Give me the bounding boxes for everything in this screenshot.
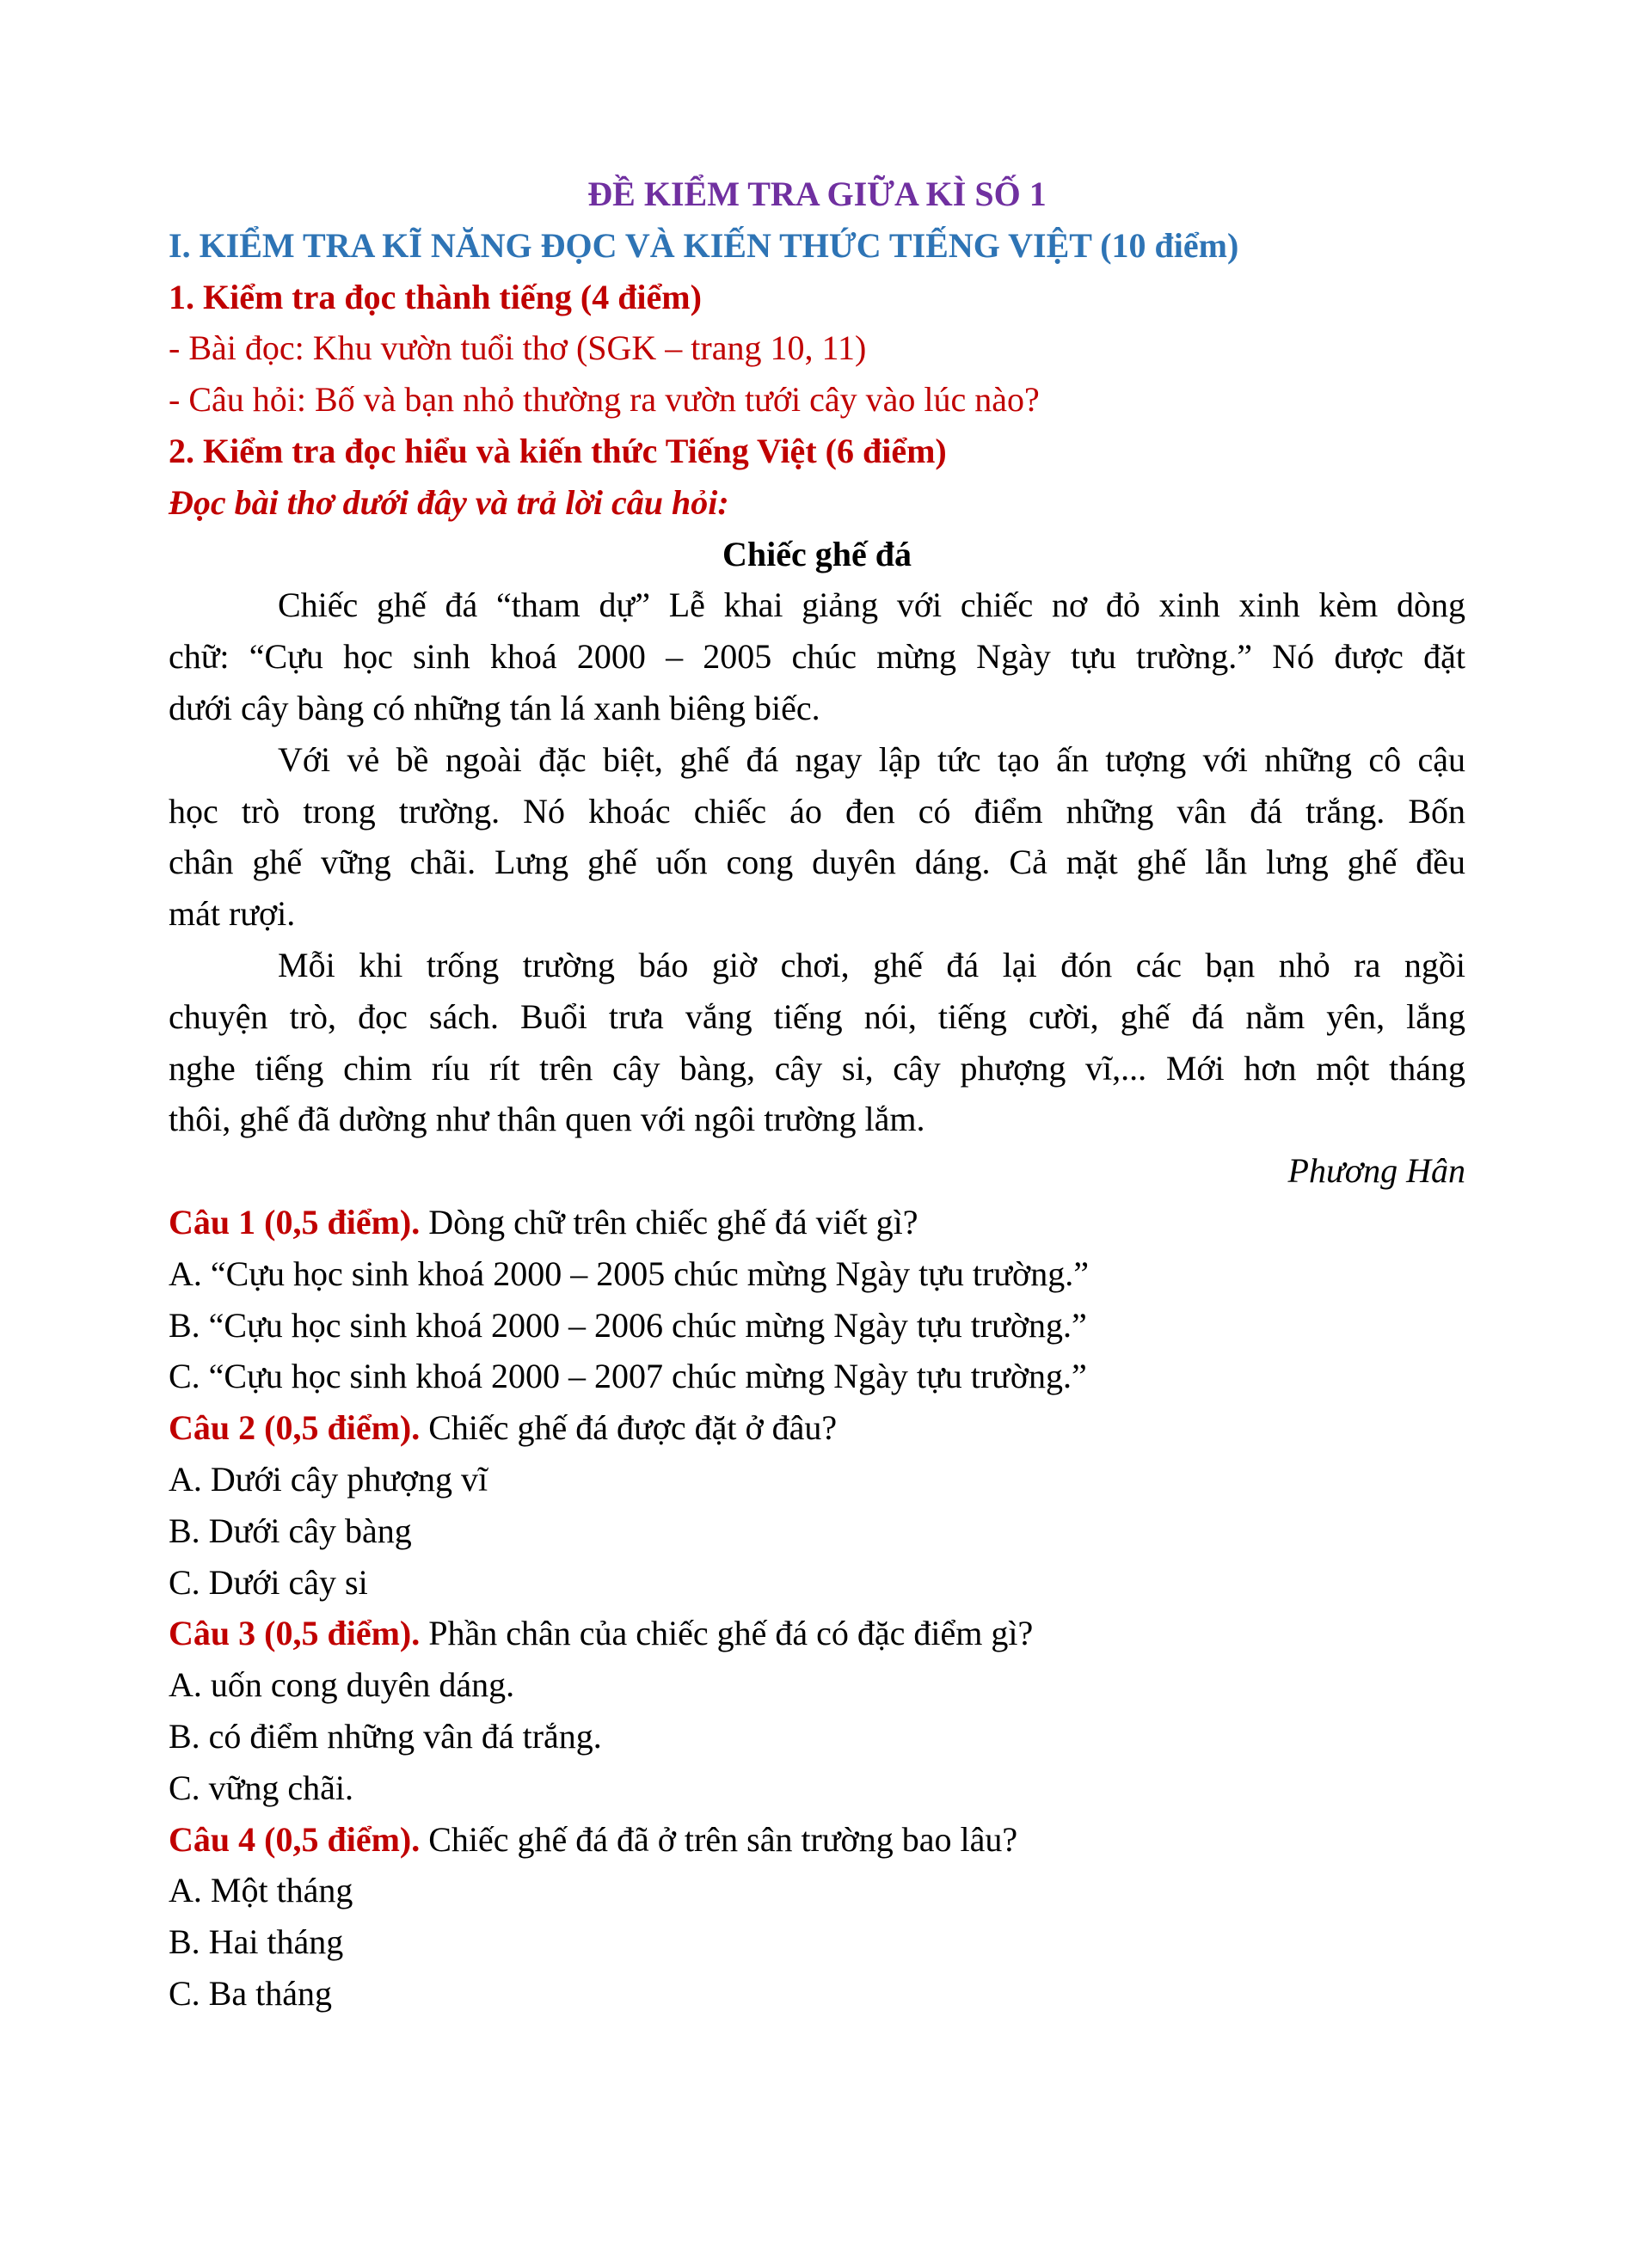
question-label: Câu 1 (0,5 điểm). (169, 1202, 421, 1241)
passage-line: Với vẻ bề ngoài đặc biệt, ghế đá ngay lập tức tạo ấn tượng với những cô cậu (278, 739, 1465, 779)
question-option: C. “Cựu học sinh khoá 2000 – 2007 chúc mừng Ngày tựu trường.” (169, 1357, 1087, 1396)
passage-paragraph (169, 579, 1465, 733)
section-title: I. KIỂM TRA KĨ NĂNG ĐỌC VÀ KIẾN THỨC TIẾNG VIỆT (10 điểm) (169, 225, 1239, 265)
question-4 (169, 1814, 1465, 1866)
passage-line: học trò trong trường. Nó khoác chiếc áo đen có điểm những vân đá trắng. Bốn (169, 791, 1465, 831)
question-option: B. Dưới cây bàng (169, 1511, 412, 1550)
passage-line: Mỗi khi trống trường báo giờ chơi, ghế đá lại đón các bạn nhỏ ra ngồi (278, 945, 1465, 984)
passage-line: dưới cây bàng có những tán lá xanh biêng biếc. (169, 688, 820, 727)
part1-title: 1. Kiểm tra đọc thành tiếng (4 điểm) (169, 277, 702, 316)
exam-title: ĐỀ KIỂM TRA GIỮA KÌ SỐ 1 (587, 175, 1047, 213)
passage-line: mát rượi. (169, 894, 296, 934)
question-option: A. uốn cong duyên dáng. (169, 1665, 515, 1705)
question-text: Dòng chữ trên chiếc ghế đá viết gì? (420, 1202, 918, 1241)
passage-paragraph (169, 734, 1465, 940)
question-text: Chiếc ghế đá đã ở trên sân trường bao lâu? (420, 1819, 1018, 1859)
passage-line: nghe tiếng chim ríu rít trên cây bàng, cây si, cây phượng vĩ,... Mới hơn một tháng (169, 1048, 1465, 1088)
question-label: Câu 4 (0,5 điểm). (169, 1819, 421, 1859)
passage-paragraph (169, 940, 1465, 1145)
document-page (169, 169, 1465, 2020)
question-option: A. Một tháng (169, 1871, 353, 1910)
question-option: A. “Cựu học sinh khoá 2000 – 2005 chúc mừng Ngày tựu trường.” (169, 1254, 1089, 1293)
question-label: Câu 3 (0,5 điểm). (169, 1614, 421, 1653)
passage-title: Chiếc ghế đá (722, 534, 912, 573)
passage-line: Chiếc ghế đá “tham dự” Lễ khai giảng với chiếc nơ đỏ xinh xinh kèm dòng (278, 585, 1465, 625)
question-option: C. vững chãi. (169, 1768, 353, 1807)
question-1 (169, 1197, 1465, 1248)
part1-reading: - Bài đọc: Khu vườn tuổi thơ (SGK – trang 10, 11) (169, 328, 867, 368)
passage-line: chữ: “Cựu học sinh khoá 2000 – 2005 chúc mừng Ngày tựu trường.” Nó được đặt (169, 637, 1465, 677)
question-3 (169, 1608, 1465, 1659)
part2-instruction: Đọc bài thơ dưới đây và trả lời câu hỏi: (169, 482, 729, 522)
passage-author: Phương Hân (1287, 1151, 1465, 1191)
question-option: C. Ba tháng (169, 1973, 332, 2013)
question-text: Phần chân của chiếc ghế đá có đặc điểm gì? (420, 1614, 1034, 1653)
question-option: B. “Cựu học sinh khoá 2000 – 2006 chúc mừng Ngày tựu trường.” (169, 1305, 1087, 1345)
question-option: B. Hai tháng (169, 1922, 344, 1962)
passage-line: chuyện trò, đọc sách. Buổi trưa vắng tiếng nói, tiếng cười, ghế đá nằm yên, lắng (169, 996, 1465, 1036)
question-option: B. có điểm những vân đá trắng. (169, 1716, 602, 1756)
question-text: Chiếc ghế đá được đặt ở đâu? (420, 1408, 838, 1448)
question-2 (169, 1402, 1465, 1454)
question-label: Câu 2 (0,5 điểm). (169, 1408, 421, 1448)
part1-question: - Câu hỏi: Bố và bạn nhỏ thường ra vườn tưới cây vào lúc nào? (169, 380, 1040, 420)
question-option: C. Dưới cây si (169, 1562, 368, 1602)
passage-line: chân ghế vững chãi. Lưng ghế uốn cong duyên dáng. Cả mặt ghế lẫn lưng ghế đều (169, 843, 1465, 882)
part2-title: 2. Kiểm tra đọc hiểu và kiến thức Tiếng Việt (6 điểm) (169, 431, 947, 470)
question-option: A. Dưới cây phượng vĩ (169, 1459, 488, 1499)
passage-line: thôi, ghế đã dường như thân quen với ngôi trường lắm. (169, 1100, 925, 1139)
